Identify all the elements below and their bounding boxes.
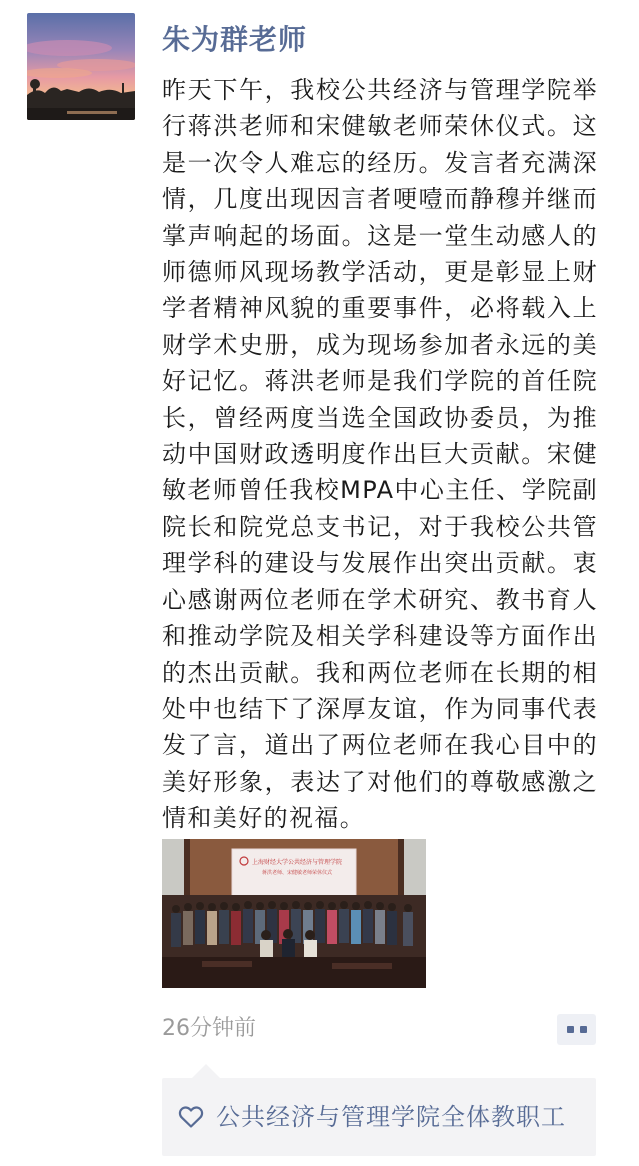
post-text: 昨天下午，我校公共经济与管理学院举行蒋洪老师和宋健敏老师荣休仪式。这是一次令人难忘的经历。发言者充满深情，几度出现因言者哽噎而静穆并继而掌声响起的场面。这是一堂生动感人的师德师风现场教学活动，更是彰显上财学者精神风貌的重要事件，必将载入上财学术史册，成为现场参加者永远的美好记忆。蒋洪老师是我们学院的首任院长，曾经两度当选全国政协委员，为推动中国财政透明度作出巨大贡献。宋健敏老师曾任我校MPA中心主任、学院副院长和院党总支书记，对于我校公共管理学科的建设与发展作出突出贡献。衷心感谢两位老师在学术研究、教书育人和推动学院及相关学科建设等方面作出的杰出贡献。我和两位老师在长期的相处中也结下了深厚友谊，作为同事代表发了言，道出了两位老师在我心目中的美好形象，表达了对他们的尊敬感激之情和美好的祝福。 xyxy=(162,76,598,832)
avatar-sunset-image xyxy=(27,13,135,120)
likes-names[interactable]: 公共经济与管理学院全体教职工 xyxy=(216,1103,566,1131)
heart-outline-icon xyxy=(178,1105,204,1129)
group-photo-image xyxy=(162,839,426,988)
dot-icon xyxy=(580,1026,587,1033)
banner-text-1: 上海财经大学公共经济与管理学院 xyxy=(252,859,343,866)
author-name[interactable]: 朱为群老师 xyxy=(162,23,308,56)
post-photo[interactable] xyxy=(162,839,426,988)
likes-panel xyxy=(162,1078,596,1156)
banner-text-2: 蒋洪老师、宋健敏老师荣休仪式 xyxy=(262,870,333,876)
comment-menu-button[interactable] xyxy=(557,1014,596,1045)
likes-pointer xyxy=(192,1064,220,1078)
post-timestamp: 26分钟前 xyxy=(162,1016,256,1041)
dot-icon xyxy=(567,1026,574,1033)
avatar[interactable] xyxy=(27,13,135,120)
